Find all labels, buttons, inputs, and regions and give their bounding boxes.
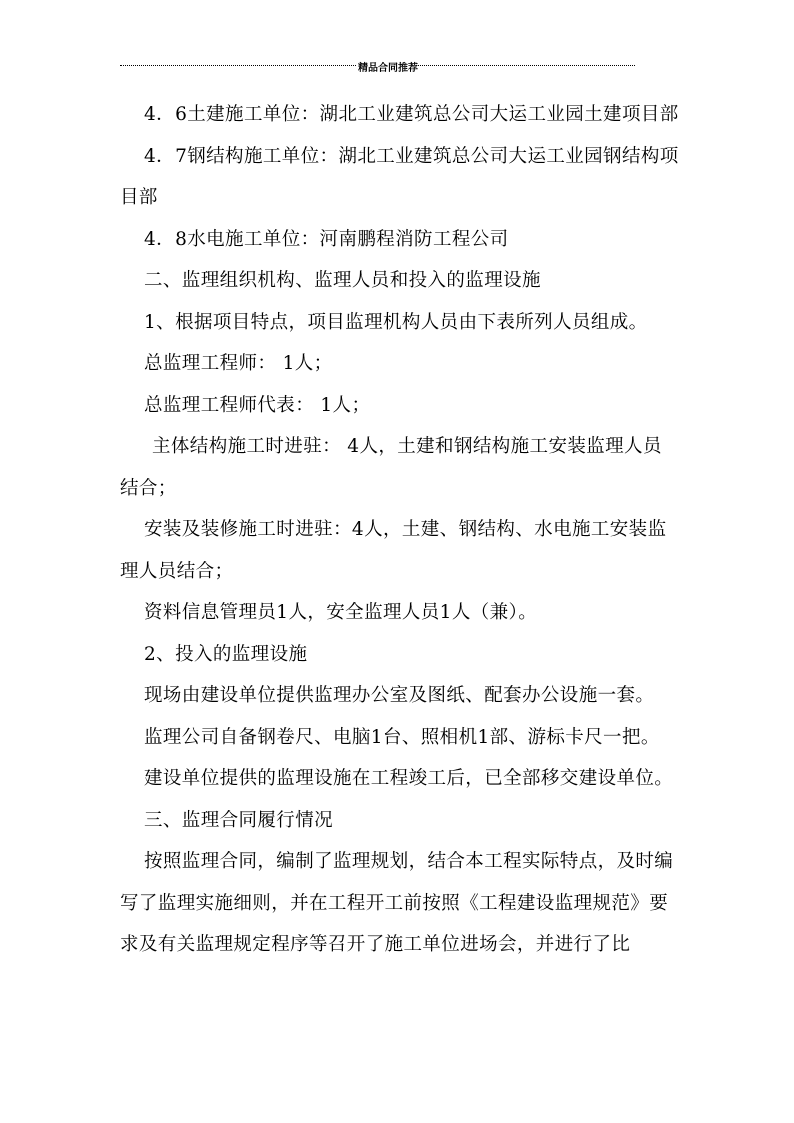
subheading-facilities: 2、投入的监理设施 bbox=[144, 643, 308, 665]
paragraph-handover: 建设单位提供的监理设施在工程竣工后，已全部移交建设单位。 bbox=[144, 768, 674, 789]
section-heading-contract: 三、监理合同履行情况 bbox=[144, 809, 334, 831]
document-body bbox=[120, 94, 680, 966]
paragraph-company-equipment: 监理公司自备钢卷尺、电脑1台、照相机1部、游标卡尺一把。 bbox=[144, 726, 660, 748]
header-divider-right bbox=[418, 65, 635, 66]
paragraph-mep-contractor: 4．8水电施工单位：河南鹏程消防工程公司 bbox=[144, 228, 509, 250]
paragraph-site-office: 现场由建设单位提供监理办公室及图纸、配套办公设施一套。 bbox=[144, 685, 655, 706]
paragraph-structure-staff: 主体结构施工时进驻： 4人，土建和钢结构施工安装监理人员结合； bbox=[120, 436, 662, 499]
paragraph-contract-performance: 按照监理合同，编制了监理规划，结合本工程实际特点，及时编写了监理实施细则，并在工程开工前按照《工程建设监理规范》要求及有关监理规定程序等召开了施工单位进场会，并进行了比 bbox=[120, 851, 674, 955]
paragraph-records-safety-staff: 资料信息管理员1人，安全监理人员1人（兼）。 bbox=[144, 602, 538, 623]
header-divider-left bbox=[120, 65, 356, 66]
paragraph-steel-contractor: 4．7钢结构施工单位：湖北工业建筑总公司大运工业园钢结构项目部 bbox=[120, 145, 679, 208]
paragraph-civil-contractor: 4．6土建施工单位：湖北工业建筑总公司大运工业园土建项目部 bbox=[144, 104, 679, 125]
paragraph-installation-staff: 安装及装修施工时进驻：4人，土建、钢结构、水电施工安装监理人员结合； bbox=[120, 519, 667, 582]
section-heading-organization: 二、监理组织机构、监理人员和投入的监理设施 bbox=[144, 270, 541, 291]
paragraph-chief-engineer: 总监理工程师： 1人； bbox=[144, 353, 333, 374]
page-header bbox=[120, 60, 635, 74]
paragraph-chief-representative: 总监理工程师代表： 1人； bbox=[144, 394, 371, 416]
paragraph-staffing-intro: 1、根据项目特点，项目监理机构人员由下表所列人员组成。 bbox=[144, 311, 648, 333]
header-title: 精品合同推荐 bbox=[358, 63, 418, 74]
